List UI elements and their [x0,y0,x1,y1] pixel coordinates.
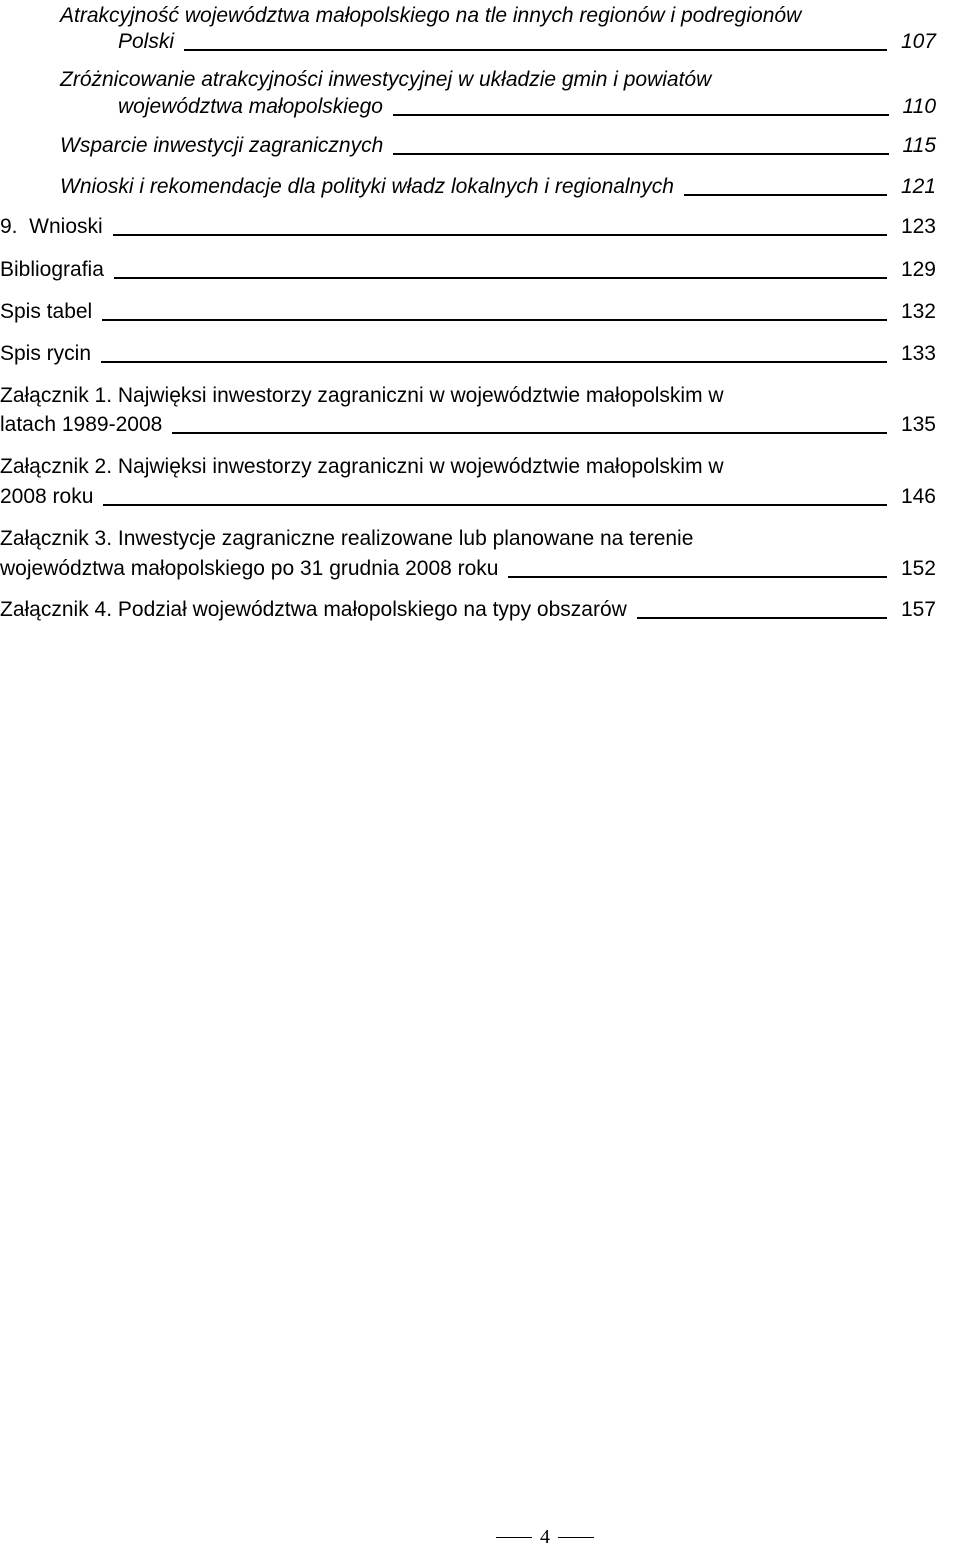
toc-entry-5-page: 123 [900,215,936,238]
toc-entry-2-page: 110 [902,95,936,118]
toc-entry-2[interactable] [118,94,936,120]
toc-entry-9[interactable] [0,412,936,438]
toc-entry-12-title: Załącznik 4. Podział województwa małopolskiego na typy obszarów [0,598,627,621]
toc-entry-6[interactable] [0,257,936,283]
page-footer [488,1526,602,1549]
toc-entry-8-title: Spis rycin [0,342,92,365]
toc-entry-8-page: 133 [900,342,936,365]
toc-entry-1[interactable] [118,29,936,55]
toc-entry-4[interactable] [60,174,936,200]
toc-entry-1-page: 107 [900,30,936,53]
toc-entry-11-page: 152 [900,557,936,580]
footer-rule-left [496,1537,532,1538]
toc-entry-11[interactable] [0,556,936,582]
toc-leader [393,153,888,155]
toc-entry-12[interactable] [0,597,936,623]
toc-entry-3-page: 115 [902,134,936,157]
toc-leader [102,319,887,321]
footer-rule-right [558,1537,594,1538]
toc-entry-2-title-line1: Zróżnicowanie atrakcyjności inwestycyjnej w układzie gmin i powiatów [60,68,712,91]
toc-entry-10[interactable] [0,484,936,510]
toc-entry-5[interactable] [0,214,936,240]
toc-leader [637,617,887,619]
toc-leader [684,194,887,196]
toc-entry-9-page: 135 [900,413,936,436]
toc-entry-5-title: 9. Wnioski [0,215,103,238]
toc-entry-4-page: 121 [900,175,936,198]
toc-leader [184,49,887,51]
toc-leader [114,277,887,279]
toc-entry-6-title: Bibliografia [0,258,104,281]
toc-entry-7-page: 132 [900,300,936,323]
toc-entry-11-title-line1: Załącznik 3. Inwestycje zagraniczne realizowane lub planowane na terenie [0,527,694,550]
toc-entry-8[interactable] [0,341,936,367]
toc-leader [393,114,889,116]
toc-entry-7-title: Spis tabel [0,300,93,323]
toc-leader [508,576,886,578]
toc-entry-9-title-line2: latach 1989-2008 [0,413,163,436]
toc-entry-3[interactable] [60,133,936,159]
toc-entry-11-title-line2: województwa małopolskiego po 31 grudnia 2008 roku [0,557,499,580]
toc-leader [172,432,887,434]
toc-leader [113,234,887,236]
toc-entry-10-page: 146 [900,485,936,508]
toc-entry-7[interactable] [0,299,936,325]
toc-entry-9-title-line1: Załącznik 1. Najwięksi inwestorzy zagraniczni w województwie małopolskim w [0,384,724,407]
toc-entry-12-page: 157 [900,598,936,621]
toc-entry-1-title-line1: Atrakcyjność województwa małopolskiego na tle innych regionów i podregionów [60,4,802,27]
page-number: 4 [540,1526,550,1548]
toc-entry-6-page: 129 [900,258,936,281]
toc-entry-1-title-line2: Polski [118,30,175,53]
toc-entry-2-title-line2: województwa małopolskiego [118,95,383,118]
toc-entry-10-title-line1: Załącznik 2. Najwięksi inwestorzy zagraniczni w województwie małopolskim w [0,455,724,478]
toc-entry-4-title: Wnioski i rekomendacje dla polityki władz lokalnych i regionalnych [60,175,674,198]
toc-entry-10-title-line2: 2008 roku [0,485,94,508]
toc-leader [103,504,887,506]
toc-entry-3-title: Wsparcie inwestycji zagranicznych [60,134,384,157]
toc-leader [101,361,887,363]
